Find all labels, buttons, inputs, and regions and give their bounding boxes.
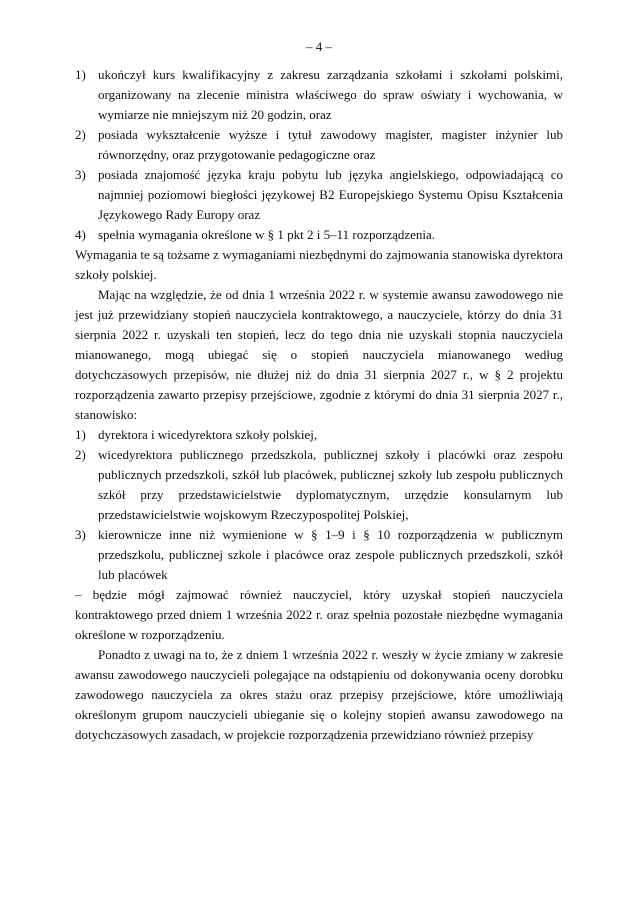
paragraph: – będzie mógł zajmować również nauczyciel, który uzyskał stopień nauczyciela kontraktowego przed dniem 1 września 2022 r. oraz spełnia pozostałe niezbędne wymagania określone w rozporządzeniu. <box>75 587 563 642</box>
list-item-text: posiada znajomość języka kraju pobytu lub języka angielskiego, odpowiadającą co najmniej poziomowi biegłości językowej B2 Europejskiego Systemu Opisu Kształcenia Językowego Rady Europy oraz <box>98 167 563 222</box>
list-item <box>75 525 563 585</box>
paragraph: Wymagania te są tożsame z wymaganiami niezbędnymi do zajmowania stanowiska dyrektora szkoły polskiej. <box>75 247 563 282</box>
document-body <box>75 65 563 745</box>
paragraph: Ponadto z uwagi na to, że z dniem 1 września 2022 r. weszły w życie zmiany w zakresie awansu zawodowego nauczycieli polegające na odstąpieniu od dokonywania oceny dorobku zawodowego nauczyciela za okres stażu oraz przepisy przejściowe, które umożliwiają określonym grupom nauczycieli ubieganie się o kolejny stopień awansu zawodowego na dotychczasowych zasadach, w projekcie rozporządzenia przewidziano również przepisy <box>75 647 563 742</box>
paragraph: Mając na względzie, że od dnia 1 września 2022 r. w systemie awansu zawodowego nie jest już przewidziany stopień nauczyciela kontraktowego, a nauczyciele, którzy do dnia 31 sierpnia 2022 r. uzyskali ten stopień, lecz do tego dnia nie uzyskali stopnia nauczyciela mianowanego, mogą ubiegać się o stopień nauczyciela mianowanego według dotychczasowych przepisów, nie dłużej niż do dnia 31 sierpnia 2027 r., w § 2 projektu rozporządzenia zawarto przepisy przejściowe, zgodnie z którymi do dnia 31 sierpnia 2027 r., stanowisko: <box>75 287 563 422</box>
requirements-list <box>75 65 563 245</box>
list-item-text: wicedyrektora publicznego przedszkola, publicznej szkoły i placówki oraz zespołu publicznych przedszkoli, szkół lub placówek, publicznej szkoły lub zespołu publicznych szkół przy przedstawicielstwie dyplomatycznym, urzędzie konsularnym lub przedstawicielstwie wojskowym Rzeczypospolitej Polskiej, <box>98 447 563 522</box>
list-item-number: 1) <box>75 67 86 82</box>
list-item <box>75 225 563 245</box>
list-item-number: 2) <box>75 447 86 462</box>
list-item-text: kierownicze inne niż wymienione w § 1–9 i § 10 rozporządzenia w publicznym przedszkolu, publicznej szkole i placówce oraz zespole publicznych przedszkoli, szkół lub placówek <box>98 527 563 582</box>
list-item-text: ukończył kurs kwalifikacyjny z zakresu zarządzania szkołami i szkołami polskimi, organizowany na zlecenie ministra właściwego do spraw oświaty i wychowania, w wymiarze nie mniejszym niż 20 godzin, oraz <box>98 67 563 122</box>
list-item-text: posiada wykształcenie wyższe i tytuł zawodowy magister, magister inżynier lub równorzędny, oraz przygotowanie pedagogiczne oraz <box>98 127 563 162</box>
list-item-text: spełnia wymagania określone w § 1 pkt 2 i 5–11 rozporządzenia. <box>98 227 436 242</box>
list-item-number: 3) <box>75 527 86 542</box>
list-item-number: 4) <box>75 227 86 242</box>
list-item <box>75 65 563 125</box>
list-item <box>75 125 563 165</box>
page-number: – 4 – <box>306 39 332 54</box>
list-item-number: 3) <box>75 167 86 182</box>
list-item <box>75 425 563 445</box>
list-item-text: dyrektora i wicedyrektora szkoły polskiej, <box>98 427 318 442</box>
positions-list <box>75 425 563 585</box>
list-item <box>75 445 563 525</box>
list-item-number: 1) <box>75 427 86 442</box>
list-item <box>75 165 563 225</box>
list-item-number: 2) <box>75 127 86 142</box>
